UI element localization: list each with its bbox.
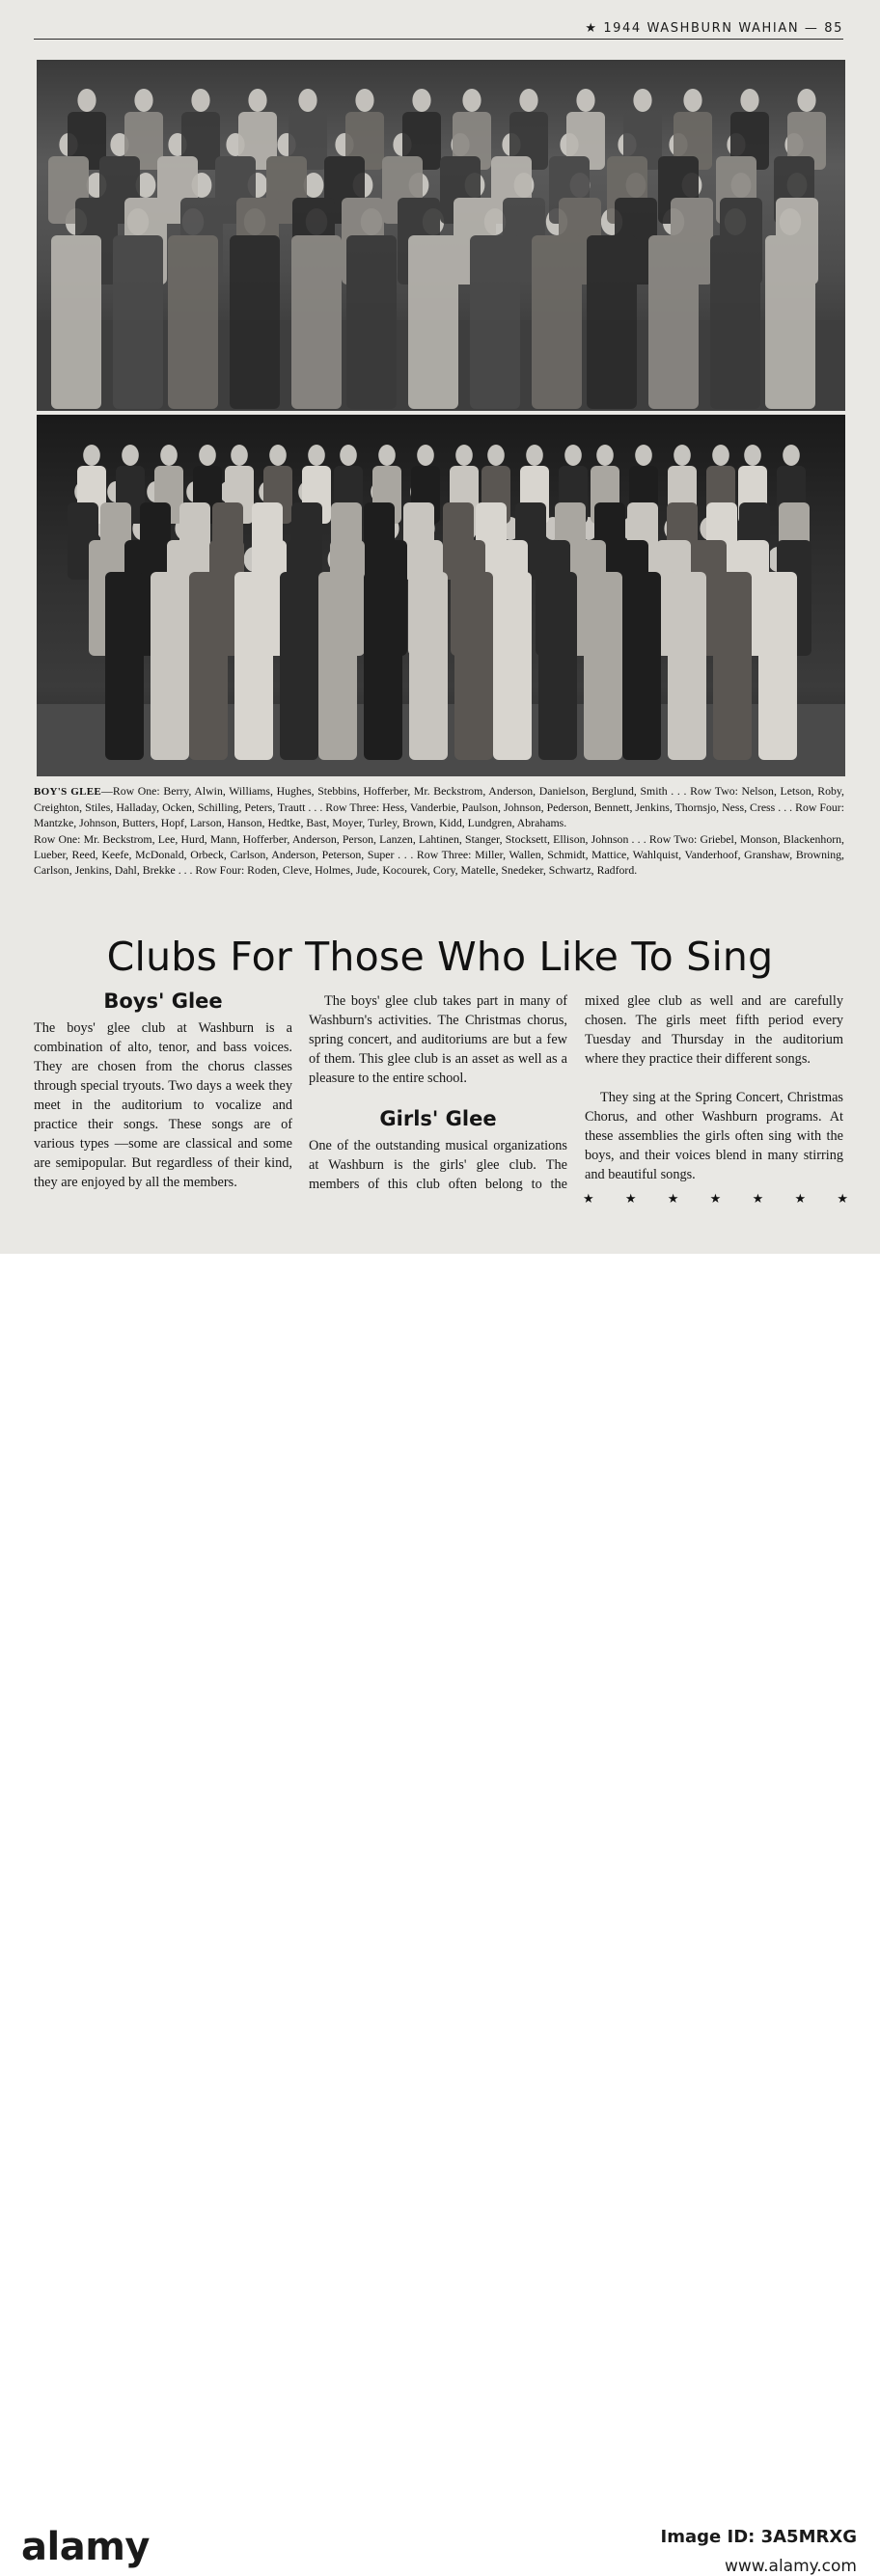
figure-body	[532, 235, 582, 409]
figure-body	[189, 572, 228, 760]
figure-body	[668, 572, 706, 760]
figure-head	[455, 445, 473, 466]
figure-body	[710, 235, 760, 409]
star-icon: ★	[709, 1191, 722, 1206]
column-1	[34, 991, 292, 1192]
star-icon: ★	[752, 1191, 764, 1206]
photo-caption	[34, 783, 844, 878]
figure-body	[493, 572, 532, 760]
figure-body	[409, 572, 448, 760]
figure-body	[454, 572, 493, 760]
figure-head	[526, 445, 543, 466]
figure-body	[280, 572, 318, 760]
figure-head	[596, 445, 614, 466]
figure-head	[417, 445, 434, 466]
figure-head	[134, 89, 152, 112]
figure-head	[744, 445, 761, 466]
yearbook-page	[0, 0, 880, 1254]
star-icon: ★	[667, 1191, 679, 1206]
figure-body	[713, 572, 752, 760]
figure-head	[712, 445, 729, 466]
figure-body	[291, 235, 342, 409]
boys-glee-heading: Boys' Glee	[103, 990, 223, 1013]
figure-head	[231, 445, 248, 466]
figure-head	[248, 89, 266, 112]
figure-head	[83, 445, 100, 466]
figure-body	[538, 572, 577, 760]
figure-head	[635, 445, 652, 466]
stock-info	[661, 2527, 857, 2576]
figure-body	[622, 572, 661, 760]
figure-head	[378, 445, 396, 466]
figure-head	[269, 445, 287, 466]
stock-site-link[interactable]: www.alamy.com	[724, 2557, 857, 2576]
girls-glee-paragraph-1-continued	[585, 991, 843, 1088]
figure-body	[587, 235, 637, 409]
figure-head	[740, 89, 758, 112]
figure-body	[318, 572, 357, 760]
figure-body	[408, 235, 458, 409]
figure-head	[77, 89, 96, 112]
figure-head	[122, 445, 139, 466]
figure-head	[797, 89, 815, 112]
star-icon: ★	[794, 1191, 807, 1206]
caption-lead: BOY'S GLEE	[34, 786, 102, 798]
running-head: ★ 1944 WASHBURN WAHIAN — 85	[585, 21, 843, 36]
boys-glee-photo	[37, 60, 845, 411]
figure-head	[519, 89, 537, 112]
stock-footer	[0, 1254, 880, 2576]
figure-head	[412, 89, 430, 112]
figure-body	[234, 572, 273, 760]
boys-glee-paragraph-1: The boys' glee club at Washburn is a combination of alto, tenor, and bass voices. They are chosen from the chorus classes through special tryouts. Two days a week they meet in the auditorium to vocalize and practice their songs. These songs are of various types —some are classical and some are semipopular. But regardless of their kind, they are enjoyed by all the members.	[34, 1020, 292, 1190]
alamy-logo: alamy	[21, 2525, 150, 2569]
figure-head	[191, 89, 209, 112]
figure-body	[765, 235, 815, 409]
caption-girls-names: Row One: Mr. Beckstrom, Lee, Hurd, Mann, Hofferber, Anderson, Person, Lanzen, Lahtinen, Stanger, Stocksett, Ellison, Johnson . . . Row Two: Griebel, Monson, Blackenhorn, Lueber, Reed, Keefe, McDonald, Orbeck, Carlson, Anderson, Peterson, Super . . . Row Three: Miller, Wallen, Schmidt, Mattice, Wahlquist, Vanderhoof, Granshaw, Browning, Carlson, Jenkins, Dahl, Brekke . . . Row Four: Roden, Cleve, Holmes, Jude, Kocourek, Cory, Matelle, Snedeker, Schwartz, Radford.	[34, 831, 844, 878]
girls-glee-paragraph-2: They sing at the Spring Concert, Christmas Chorus, and other Washburn programs. At these assemblies the girls often sing with the boys, and their voices blend in many stirring and beautiful songs.	[585, 1090, 843, 1182]
figure-body	[105, 572, 144, 760]
article-title: Clubs For Those Who Like To Sing	[106, 934, 774, 980]
figure-head	[674, 445, 691, 466]
girls-glee-paragraph-1-flow: mixed glee club as well and are carefully chosen. The girls meet fifth period every Tuesday and Thursday in the auditorium where they practice their different songs.	[585, 993, 843, 1067]
column-3	[585, 991, 843, 1184]
figure-body	[168, 235, 218, 409]
figure-body	[584, 572, 622, 760]
image-id: Image ID: 3A5MRXG	[660, 2527, 857, 2547]
figure-head	[564, 445, 582, 466]
star-icon: ★	[837, 1191, 848, 1206]
girls-glee-paragraph-1: One of the outstanding musical organizations at Washburn is the girls' glee club. The members of this club often belong to the	[309, 1138, 567, 1192]
figure-head	[308, 445, 325, 466]
star-icon: ★	[583, 1191, 594, 1206]
caption-boys-names: —Row One: Berry, Alwin, Williams, Hughes, Stebbins, Hofferber, Mr. Beckstrom, Anderson, Danielson, Berglund, Smith . . . Row Two: Nelson, Letson, Roby, Creighton, Stiles, Halladay, Ocken, Schilling, Peters, Trautt . . . Row Three: Hess, Vanderbie, Paulson, Johnson, Pederson, Bennett, Jenkins, Thornsjo, Ness, Cress . . . Row Four: Mantzke, Johnson, Butters, Hopf, Larson, Hanson, Hedtke, Bast, Moyer, Turley, Brown, Kidd, Lundgren, Abrahams.	[34, 784, 844, 830]
figure-body	[113, 235, 163, 409]
figure-body	[758, 572, 797, 760]
figure-head	[355, 89, 373, 112]
boys-glee-photo-figures	[37, 60, 845, 411]
figure-head	[340, 445, 357, 466]
figure-head	[576, 89, 594, 112]
figure-head	[298, 89, 316, 112]
figure-body	[346, 235, 397, 409]
figure-head	[487, 445, 505, 466]
header-rule	[34, 39, 843, 40]
girls-glee-photo	[37, 415, 845, 776]
figure-head	[633, 89, 651, 112]
figure-body	[364, 572, 402, 760]
star-icon: ★	[624, 1191, 637, 1206]
figure-head	[683, 89, 701, 112]
figure-head	[160, 445, 178, 466]
girls-glee-photo-figures	[37, 415, 845, 776]
column-2	[309, 991, 567, 1194]
girls-glee-heading: Girls' Glee	[379, 1107, 497, 1130]
figure-body	[51, 235, 101, 409]
figure-body	[230, 235, 280, 409]
figure-head	[783, 445, 800, 466]
figure-body	[648, 235, 699, 409]
boys-glee-paragraph-2: The boys' glee club takes part in many of Washburn's activities. The Christmas chorus, spring concert, and auditoriums are but a few of them. This glee club is an asset as well as a pleasure to the entire school.	[309, 993, 567, 1086]
figure-head	[199, 445, 216, 466]
figure-body	[470, 235, 520, 409]
star-ornament	[583, 1191, 848, 1207]
figure-body	[151, 572, 189, 760]
figure-head	[462, 89, 481, 112]
